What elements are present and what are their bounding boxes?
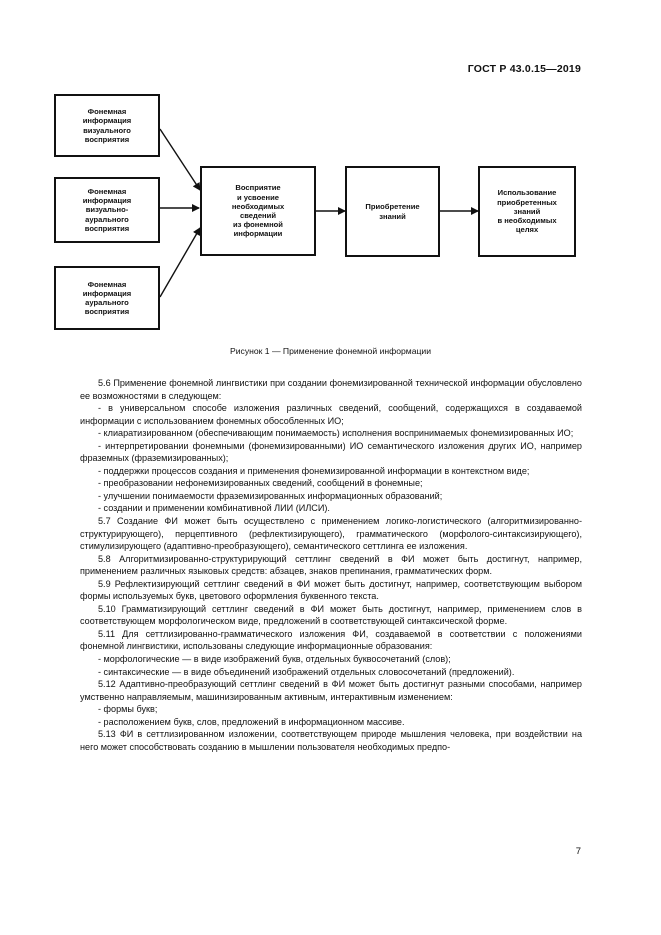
paragraph: 5.12 Адаптивно-преобразующий сеттлинг сведений в ФИ может быть достигнут разными способами, например умственно направляемым, машинизированным активным, интерактивным изменением: bbox=[80, 679, 582, 702]
paragraph: 5.7 Создание ФИ может быть осуществлено с применением логико-логистического (алгоритмизированно-структурирующего), перцептивного (рефлектизирующего), грамматического (морфолого-синтаксизирующего), стимулизирующего (адаптивно-преобразующего), семантического сеттлинга ее изложения. bbox=[80, 516, 582, 552]
list-item: - формы букв; bbox=[98, 704, 158, 715]
paragraph: 5.11 Для сеттлизированно-грамматического изложения ФИ, создаваемой в соответствии с положениями фонемной лингвистики, использованы следующие информационные образования: bbox=[80, 628, 582, 652]
list-item: - поддержки процессов создания и применения фонемизированной информации в контекстном виде; bbox=[98, 465, 530, 476]
box-visual-aural-phoneme-info: Фонемная информация визуально- аурального восприятия bbox=[54, 177, 160, 243]
figure-diagram bbox=[0, 0, 661, 340]
arrow-visual-to-perception bbox=[160, 129, 200, 190]
box-perception-assimilation: Восприятие и усвоение необходимых сведений из фонемной информации bbox=[200, 166, 316, 256]
box-visual-phoneme-info: Фонемная информация визуального восприятия bbox=[54, 94, 160, 157]
box-aural-phoneme-info: Фонемная информация аурального восприятия bbox=[54, 266, 160, 330]
page-number: 7 bbox=[575, 846, 581, 857]
paragraph: 5.13 ФИ в сеттлизированном изложении, соответствующем природе мышления человека, при воздействии на него может способствовать созданию в мышлении пользователя необходимых предпо- bbox=[80, 729, 582, 752]
list-item: - расположением букв, слов, предложений в информационном массиве. bbox=[98, 716, 405, 727]
box-knowledge-acquisition: Приобретение знаний bbox=[345, 166, 440, 257]
list-item: - интерпретировании фонемными (фонемизированными) ИО семантического изложения других ИО, например фраземных (фраземизированных); bbox=[80, 440, 582, 464]
list-item: - создании и применении комбинативной ЛИИ (ИЛСИ). bbox=[98, 503, 330, 514]
paragraph: 5.9 Рефлектизирующий сеттлинг сведений в ФИ может быть достигнут, например, соответствующим выбором формы используемых букв, цветового оформления буквенного текста. bbox=[80, 578, 582, 602]
list-item: - морфологические — в виде изображений букв, отдельных буквосочетаний (слов); bbox=[98, 654, 451, 665]
paragraph: 5.8 Алгоритмизированно-структурирующий сеттлинг сведений в ФИ может быть достигнут, например, применением различных языковых средств: абзацев, знаков препинания, грамматических форм. bbox=[80, 553, 582, 577]
list-item: - клиаратизированном (обеспечивающим понимаемость) исполнения воспринимаемых фонемизированных ИО; bbox=[98, 428, 574, 439]
paragraph: 5.6 Применение фонемной лингвистики при создании фонемизированной технической информации обусловлено ее возможностями в следующем: bbox=[80, 378, 582, 401]
list-item: - в универсальном способе изложения различных сведений, сообщений, содержащихся в создаваемой информации с использованием фонемных обособленных ИО; bbox=[80, 403, 582, 426]
list-item: - синтаксические — в виде объединений изображений отдельных словосочетаний (предложений). bbox=[98, 666, 515, 677]
figure-caption: Рисунок 1 — Применение фонемной информации bbox=[229, 346, 431, 356]
paragraph: 5.10 Грамматизирующий сеттлинг сведений в ФИ может быть достигнут, например, применением слов в соответствующем морфологическом виде, предложений в соответствующей синтаксической форме. bbox=[80, 603, 582, 627]
list-item: - улучшении понимаемости фраземизированных информационных образований; bbox=[98, 490, 443, 501]
list-item: - преобразовании нефонемизированных сведений, сообщений в фонемные; bbox=[98, 478, 423, 489]
body-text bbox=[80, 377, 582, 753]
box-knowledge-usage: Использование приобретенных знаний в необходимых целях bbox=[478, 166, 576, 257]
arrow-aural-to-perception bbox=[160, 228, 200, 297]
document-standard-header: ГОСТ Р 43.0.15—2019 bbox=[467, 63, 581, 75]
